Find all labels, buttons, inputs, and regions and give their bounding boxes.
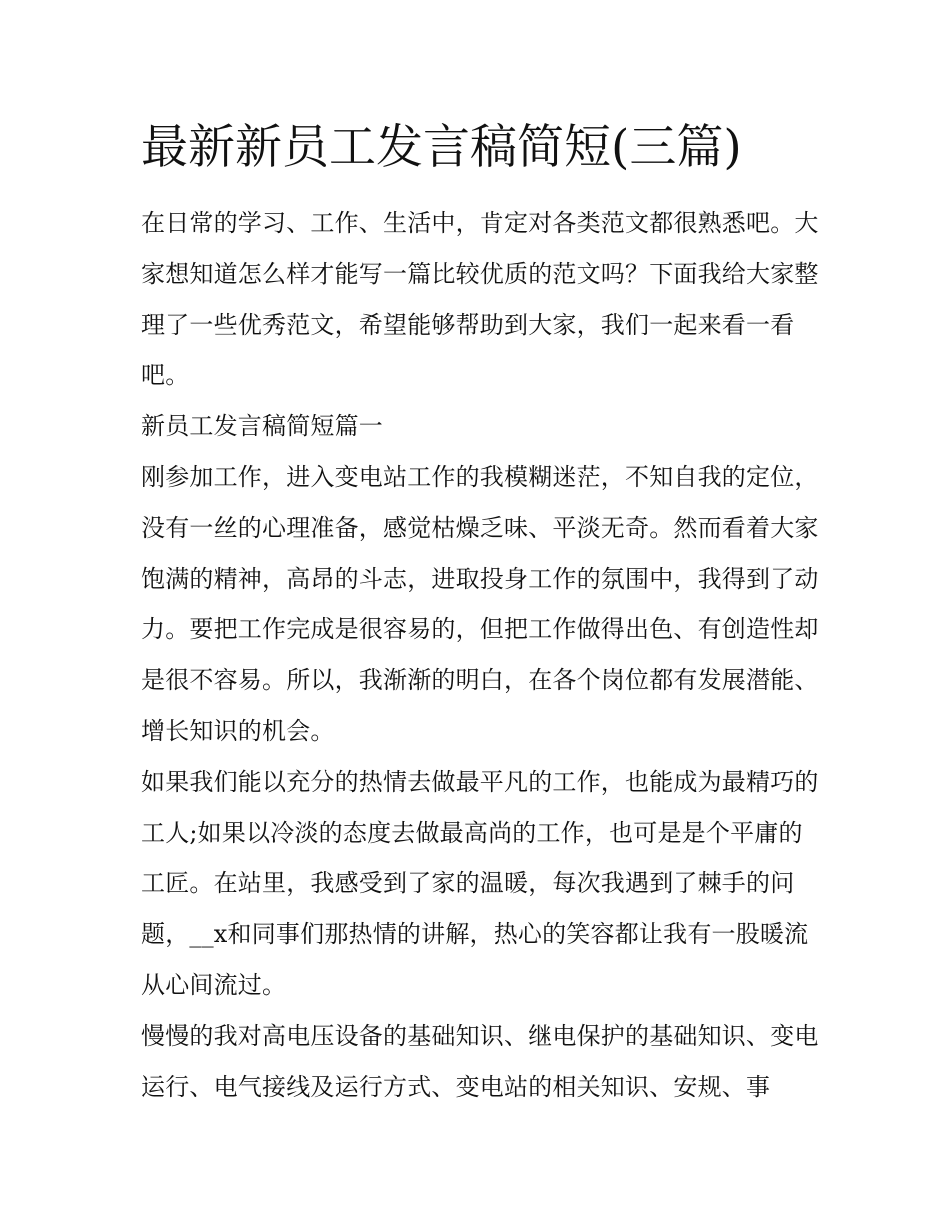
section-heading: 新员工发言稿简短篇一 [141, 412, 383, 441]
intro-paragraph: 在日常的学习、工作、生活中，肯定对各类范文都很熟悉吧。大家想知道怎么样才能写一篇比较优质的范文吗？下面我给大家整理了一些优秀范文，希望能够帮助到大家，我们一起来看一看吧。 [141, 209, 819, 390]
document-text [141, 198, 821, 1112]
body-paragraph: 慢慢的我对高电压设备的基础知识、继电保护的基础知识、变电运行、电气接线及运行方式、变电站的相关知识、安规、事 [141, 1021, 819, 1101]
document-body [141, 118, 821, 1112]
document-title: 最新新员工发言稿简短(三篇) [141, 120, 742, 175]
body-paragraph: 刚参加工作，进入变电站工作的我模糊迷茫，不知自我的定位，没有一丝的心理准备，感觉枯燥乏味、平淡无奇。然而看着大家饱满的精神，高昂的斗志，进取投身工作的氛围中，我得到了动力。要把工作完成是很容易的，但把工作做得出色、有创造性却是很不容易。所以，我渐渐的明白，在各个岗位都有发展潜能、增长知识的机会。 [141, 462, 819, 745]
body-paragraph: 如果我们能以充分的热情去做最平凡的工作，也能成为最精巧的工人;如果以冷淡的态度去做最高尚的工作，也可是是个平庸的工匠。在站里，我感受到了家的温暖，每次我遇到了棘手的问题，__x和同事们那热情的讲解，热心的笑容都让我有一股暖流从心间流过。 [141, 767, 819, 999]
